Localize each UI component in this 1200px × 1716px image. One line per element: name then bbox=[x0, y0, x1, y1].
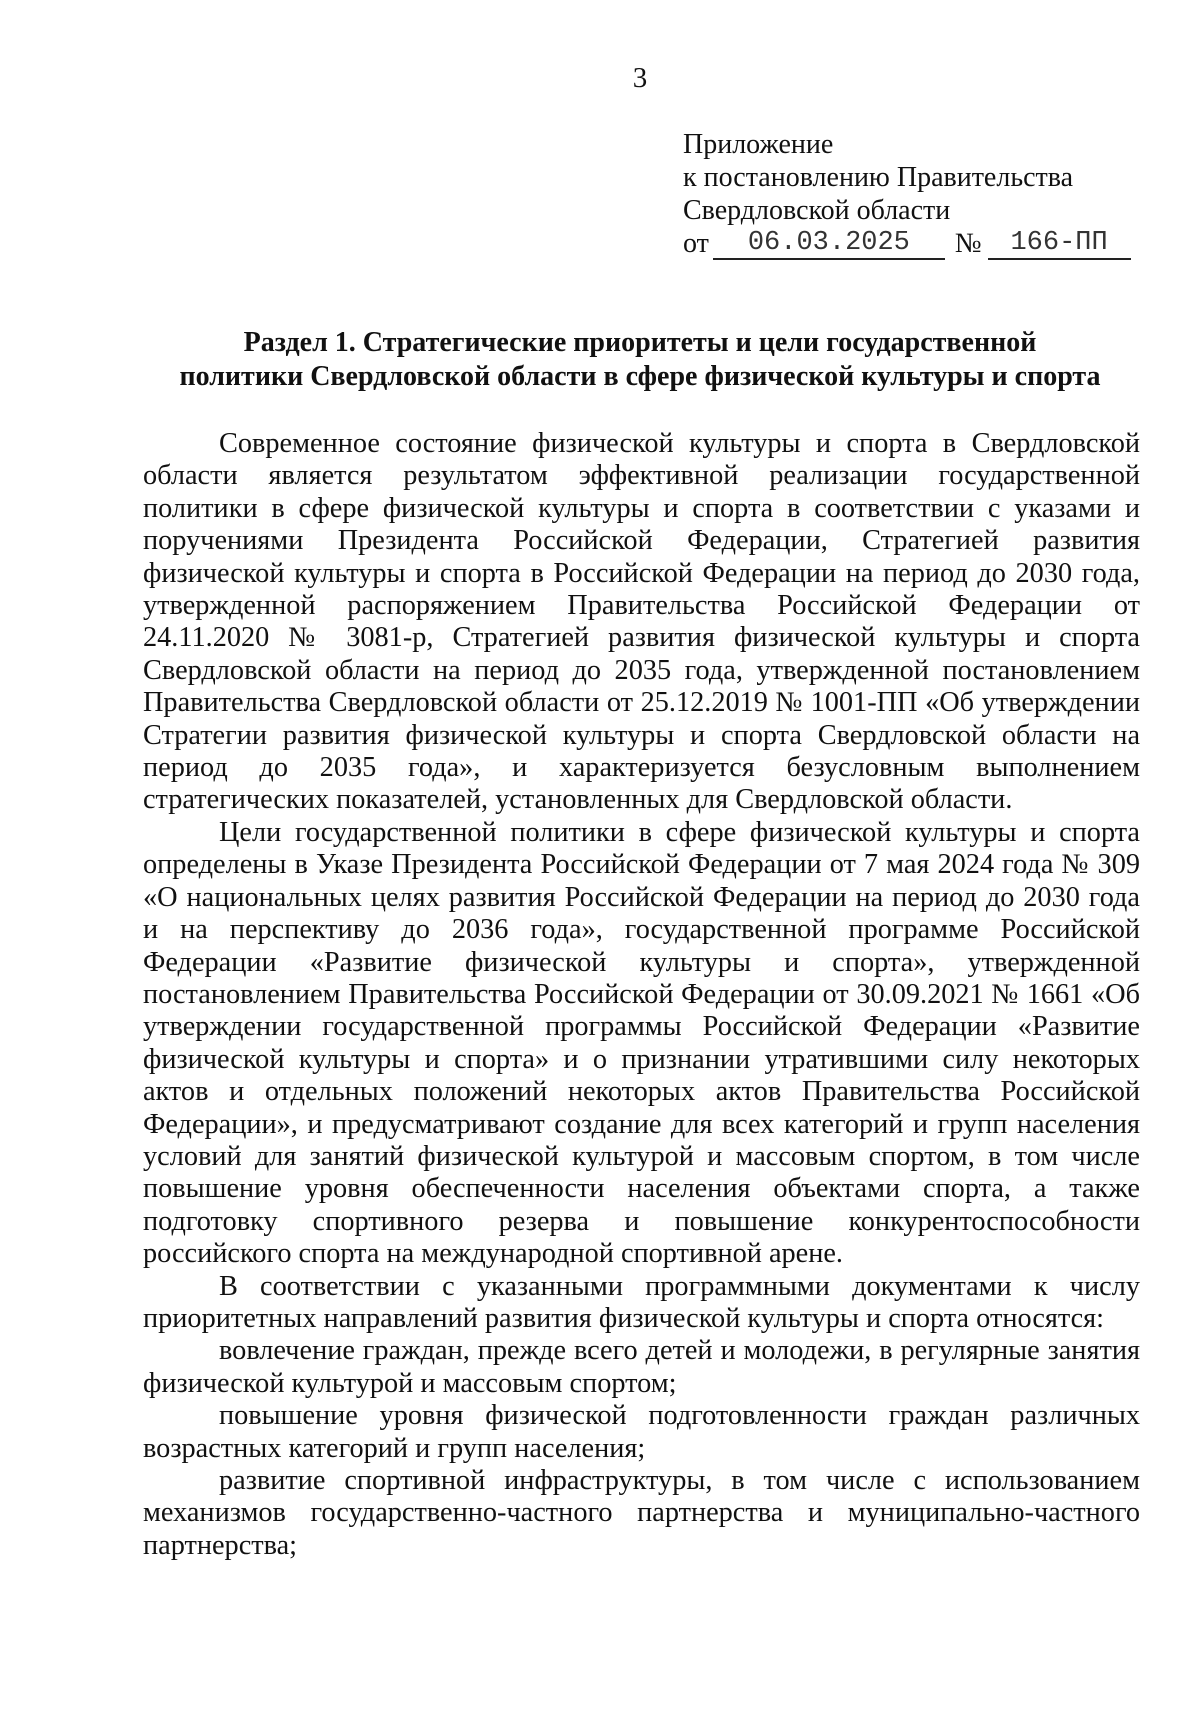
date-label: от bbox=[683, 228, 709, 259]
document-body bbox=[143, 428, 1140, 1562]
section-title-line-1: Раздел 1. Стратегические приоритеты и цели государственной bbox=[243, 327, 1037, 358]
resolution-date: 06.03.2025 bbox=[713, 228, 945, 260]
page-number: 3 bbox=[632, 62, 648, 94]
section-title-line-2: политики Свердловской области в сфере физической культуры и спорта bbox=[179, 361, 1101, 392]
priority-item-fitness-level: повышение уровня физической подготовленности граждан различных возрастных категорий и групп населения; bbox=[143, 1400, 1140, 1464]
appendix-date-number-row bbox=[683, 227, 1131, 263]
priority-item-involvement: вовлечение граждан, прежде всего детей и молодежи, в регулярные занятия физической культурой и массовым спортом; bbox=[143, 1335, 1140, 1399]
appendix-resolution-line: к постановлению Правительства bbox=[683, 162, 1074, 193]
appendix-block bbox=[683, 128, 1131, 263]
resolution-number: 166-ПП bbox=[988, 228, 1131, 260]
paragraph-priorities-intro: В соответствии с указанными программными документами к числу приоритетных направлений развития физической культуры и спорта относятся: bbox=[143, 1270, 1140, 1334]
appendix-region-line: Свердловской области bbox=[683, 195, 951, 226]
section-title bbox=[140, 326, 1140, 394]
appendix-title: Приложение bbox=[683, 129, 834, 160]
number-label: № bbox=[954, 228, 982, 259]
paragraph-current-state: Современное состояние физической культуры и спорта в Свердловской области является результатом эффективной реализации государственной политики в сфере физической культуры и спорта в соответствии с указами и поручениями Президента Российской Федерации, Стратегией развития физической культуры и спорта в Российской Федерации на период до 2030 года, утвержденной распоряжением Правительства Российской Федерации от 24.11.2020 № 3081-р, Стратегией развития физической культуры и спорта Свердловской области на период до 2035 года, утвержденной постановлением Правительства Свердловской области от 25.12.2019 № 1001-ПП «Об утверждении Стратегии развития физической культуры и спорта Свердловской области на период до 2035 года», и характеризуется безусловным выполнением стратегических показателей, установленных для Свердловской области. bbox=[143, 428, 1140, 816]
priority-item-infrastructure: развитие спортивной инфраструктуры, в том числе с использованием механизмов государственно-частного партнерства и муниципально-частного партнерства; bbox=[143, 1465, 1140, 1561]
paragraph-policy-goals: Цели государственной политики в сфере физической культуры и спорта определены в Указе Президента Российской Федерации от 7 мая 2024 года № 309 «О национальных целях развития Российской Федерации на период до 2030 года и на перспективу до 2036 года», государственной программе Российской Федерации «Развитие физической культуры и спорта», утвержденной постановлением Правительства Российской Федерации от 30.09.2021 № 1661 «Об утверждении государственной программы Российской Федерации «Развитие физической культуры и спорта» и о признании утратившими силу некоторых актов и отдельных положений некоторых актов Правительства Российской Федерации», и предусматривают создание для всех категорий и групп населения условий для занятий физической культурой и массовым спортом, в том числе повышение уровня обеспеченности населения объектами спорта, а также подготовку спортивного резерва и повышение конкурентоспособности российского спорта на международной спортивной арене. bbox=[143, 816, 1140, 1270]
